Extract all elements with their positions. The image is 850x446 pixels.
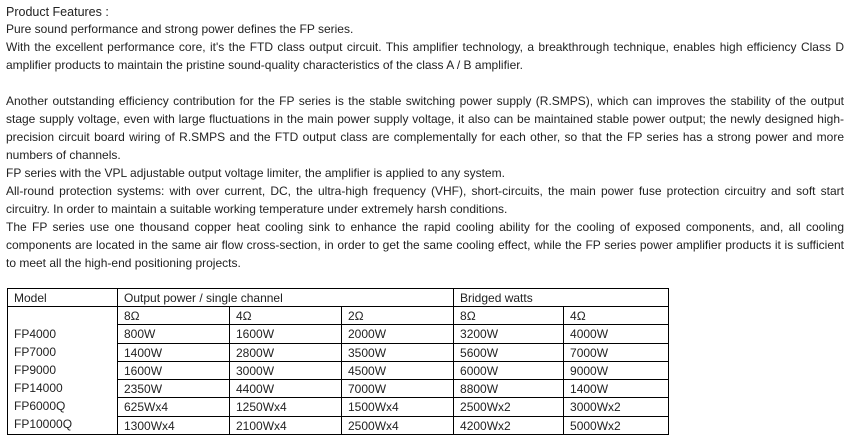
header-output-power: Output power / single channel: [118, 289, 454, 307]
model-spacer: [14, 308, 111, 326]
paragraph-vpl: FP series with the VPL adjustable output voltage limiter, the amplifier is applied to any system.: [6, 166, 505, 180]
header-model: Model: [8, 289, 118, 307]
table-cell: 1400W: [564, 380, 669, 398]
paragraph-rsmps: Another outstanding efficiency contribution for the FP series is the stable switching power supply (R.SMPS), which can improves the stability of the output stage supply voltage, even with large fluctuations in the main power supply voltage, it also can be maintained stable power output; the newly designed high-precision circuit board wiring of R.SMPS and the FTD output class are complementally for each other, so that the FP series has a strong power and more numbers of channels.: [6, 94, 844, 162]
table-cell: 2100Wx4: [230, 416, 342, 434]
table-cell: 2500Wx2: [454, 398, 564, 416]
table-cell: 8800W: [454, 380, 564, 398]
table-cell: 625Wx4: [118, 398, 230, 416]
table-cell: 2500Wx4: [342, 416, 454, 434]
table-cell: 1300Wx4: [118, 416, 230, 434]
header-bridged-watts: Bridged watts: [454, 289, 669, 307]
table-row: [8, 307, 669, 325]
table-cell: 1600W: [230, 325, 342, 343]
table-cell: 7000W: [342, 380, 454, 398]
product-features-heading: Product Features :: [6, 5, 109, 19]
subheader-impedance: 2Ω: [342, 307, 454, 325]
table-cell: 4400W: [230, 380, 342, 398]
table-cell: 2000W: [342, 325, 454, 343]
table-cell: 3500W: [342, 343, 454, 361]
table-cell: 1600W: [118, 361, 230, 379]
specifications-table: [7, 288, 669, 435]
subheader-impedance: 4Ω: [564, 307, 669, 325]
subheader-impedance: 8Ω: [454, 307, 564, 325]
subheader-impedance: 4Ω: [230, 307, 342, 325]
table-header-row: [8, 289, 669, 307]
model-name: FP9000: [14, 363, 57, 377]
subheader-impedance: 8Ω: [118, 307, 230, 325]
table-cell: 800W: [118, 325, 230, 343]
paragraph-intro: Pure sound performance and strong power defines the FP series.: [6, 22, 354, 36]
table-cell: 7000W: [564, 343, 669, 361]
table-cell: 3200W: [454, 325, 564, 343]
table-cell: 9000W: [564, 361, 669, 379]
paragraph-protection: All-round protection systems: with over current, DC, the ultra-high frequency (VHF), short-circuits, the main power fuse protection circuitry and soft start circuitry. In order to maintain a suitable working temperature under extremely harsh conditions.: [6, 184, 844, 216]
table-cell: 1250Wx4: [230, 398, 342, 416]
table-cell: 3000W: [230, 361, 342, 379]
table-cell: 1500Wx4: [342, 398, 454, 416]
table-cell: 5000Wx2: [564, 416, 669, 434]
table-cell: 2800W: [230, 343, 342, 361]
paragraph-spacer: [6, 74, 844, 92]
table-cell: 1400W: [118, 343, 230, 361]
table-cell: 4200Wx2: [454, 416, 564, 434]
model-name: FP14000: [14, 381, 63, 395]
table-cell: 2350W: [118, 380, 230, 398]
model-name: FP6000Q: [14, 399, 66, 413]
table-cell: 3000Wx2: [564, 398, 669, 416]
model-name: FP7000: [14, 345, 57, 359]
paragraph-ftd-class: With the excellent performance core, it's the FTD class output circuit. This amplifier technology, a breakthrough technique, enables high efficiency Class D amplifier products to maintain the pristine sound-quality characteristics of the class A / B amplifier.: [6, 40, 844, 72]
model-list-cell: [8, 307, 118, 435]
table-cell: 4000W: [564, 325, 669, 343]
table-cell: 4500W: [342, 361, 454, 379]
paragraph-cooling: The FP series use one thousand copper heat cooling sink to enhance the rapid cooling ability for the cooling of exposed components, and, all cooling components are located in the same air flow cross-section, in order to get the same cooling effect, while the FP series power amplifier products it is sufficient to meet all the high-end positioning projects.: [6, 220, 844, 270]
table-cell: 5600W: [454, 343, 564, 361]
model-name: FP4000: [14, 327, 57, 341]
model-name: FP10000Q: [14, 417, 73, 431]
table-cell: 6000W: [454, 361, 564, 379]
